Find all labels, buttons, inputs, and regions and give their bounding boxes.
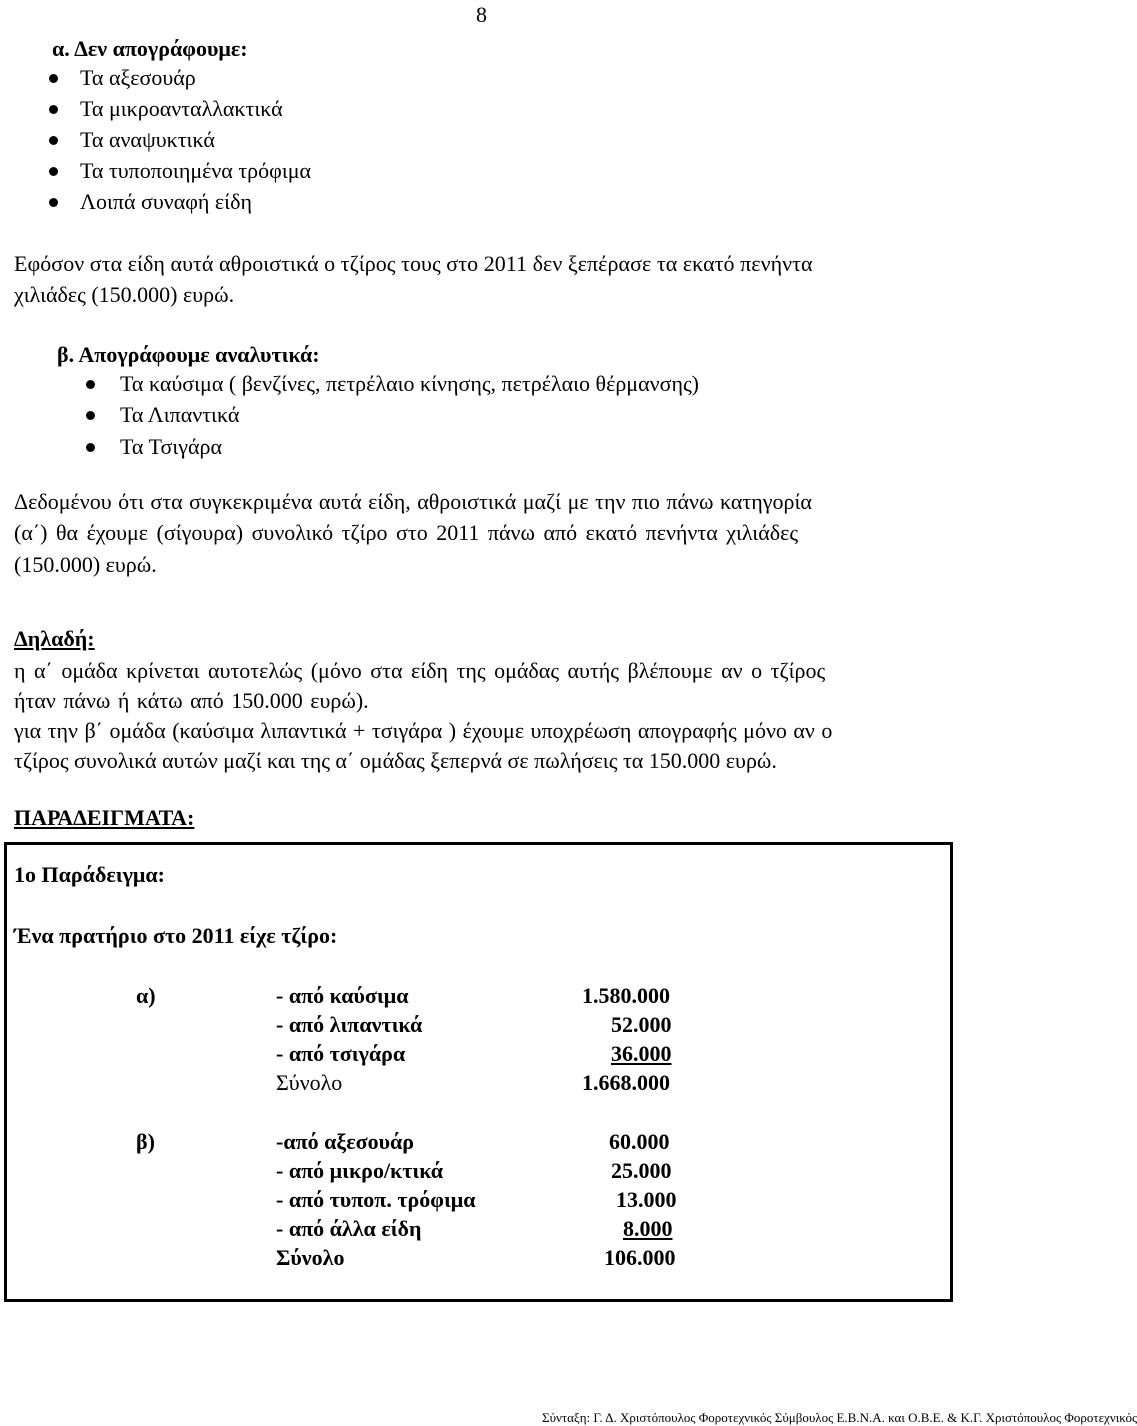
table-row-amount: 1.580.000 [582, 983, 670, 1008]
table-row-amount: 52.000 [611, 1012, 672, 1037]
table-row-amount: 8.000 [623, 1216, 673, 1241]
section-a-note-line-2: χιλιάδες (150.000) ευρώ. [14, 282, 235, 307]
table-row-item: - από λιπαντικά [276, 1012, 423, 1037]
section-b-note-line-2: (α΄) θα έχουμε (σίγουρα) συνολικό τζίρο στο 2011 πάνω από εκατό πενήντα χιλιάδες [14, 520, 799, 545]
list-item: Τα Τσιγάρα [120, 434, 223, 459]
section-a-heading: α. Δεν απογράφουμε: [52, 36, 248, 61]
table-row-amount: 36.000 [611, 1041, 672, 1066]
bullet-icon [86, 380, 95, 389]
list-item: Τα αξεσουάρ [80, 65, 196, 90]
list-item: Λοιπά συναφή είδη [80, 189, 252, 214]
table-row-item: - από άλλα είδη [276, 1216, 422, 1241]
list-item: Τα τυποποιημένα τρόφιμα [80, 158, 312, 183]
table-row-item: Σύνολο [276, 1245, 345, 1270]
example-subtitle: Ένα πρατήριο στο 2011 είχε τζίρο: [14, 923, 338, 948]
table-row-amount: 13.000 [616, 1187, 677, 1212]
page-number: 8 [476, 2, 487, 27]
table-row-amount: 25.000 [611, 1158, 672, 1183]
section-b-note-line-3: (150.000) ευρώ. [14, 552, 157, 577]
group-b-label: β) [136, 1129, 155, 1154]
section-a-note-line-1: Εφόσον στα είδη αυτά αθροιστικά ο τζίρος τους στο 2011 δεν ξεπέρασε τα εκατό πενήντα [14, 251, 813, 276]
example-title: 1ο Παράδειγμα: [14, 862, 165, 887]
table-row-item: - από καύσιμα [276, 983, 409, 1008]
explanation-heading: Δηλαδή: [14, 626, 95, 651]
table-row-amount: 106.000 [604, 1245, 676, 1270]
page-footer: Σύνταξη: Γ. Δ. Χριστόπουλος Φοροτεχνικός Σύμβουλος Ε.Β.Ν.Α. και Ο.Β.Ε. & Κ.Γ. Χριστόπουλος Φοροτεχνικός [542, 1410, 1137, 1425]
bullet-icon [49, 136, 58, 145]
section-b-note-line-1: Δεδομένου ότι στα συγκεκριμένα αυτά είδη, αθροιστικά μαζί με την πιο πάνω κατηγορία [14, 489, 812, 514]
examples-heading: ΠΑΡΑΔΕΙΓΜΑΤΑ: [14, 805, 195, 830]
explanation-line-2: ήταν πάνω ή κάτω από 150.000 ευρώ). [14, 688, 369, 713]
bullet-icon [49, 167, 58, 176]
explanation-line-4: τζίρος συνολικά αυτών μαζί και της α΄ ομάδας ξεπερνά σε πωλήσεις τα 150.000 ευρώ. [14, 748, 777, 773]
bullet-icon [49, 74, 58, 83]
bullet-icon [86, 411, 95, 420]
group-a-label: α) [136, 983, 156, 1008]
list-item: Τα αναψυκτικά [80, 127, 215, 152]
example-box [4, 842, 953, 1302]
table-row-item: Σύνολο [276, 1070, 343, 1095]
list-item: Τα μικροανταλλακτικά [80, 96, 283, 121]
table-row-item: -από αξεσουάρ [276, 1129, 415, 1154]
list-item: Τα καύσιμα ( βενζίνες, πετρέλαιο κίνησης, πετρέλαιο θέρμανσης) [120, 371, 699, 396]
explanation-line-3: για την β΄ ομάδα (καύσιμα λιπαντικά + τσιγάρα ) έχουμε υποχρέωση απογραφής μόνο αν ο [14, 718, 833, 743]
bullet-icon [49, 198, 58, 207]
table-row-item: - από τυποπ. τρόφιμα [276, 1187, 476, 1212]
explanation-line-1: η α΄ ομάδα κρίνεται αυτοτελώς (μόνο στα είδη της ομάδας αυτής βλέπουμε αν ο τζίρος [14, 658, 826, 683]
list-item: Τα Λιπαντικά [120, 402, 240, 427]
section-b-heading: β. Απογράφουμε αναλυτικά: [57, 342, 320, 367]
table-row-amount: 1.668.000 [582, 1070, 670, 1095]
table-row-amount: 60.000 [609, 1129, 670, 1154]
bullet-icon [86, 443, 95, 452]
table-row-item: - από μικρο/κτικά [276, 1158, 444, 1183]
table-row-item: - από τσιγάρα [276, 1041, 406, 1066]
bullet-icon [49, 105, 58, 114]
